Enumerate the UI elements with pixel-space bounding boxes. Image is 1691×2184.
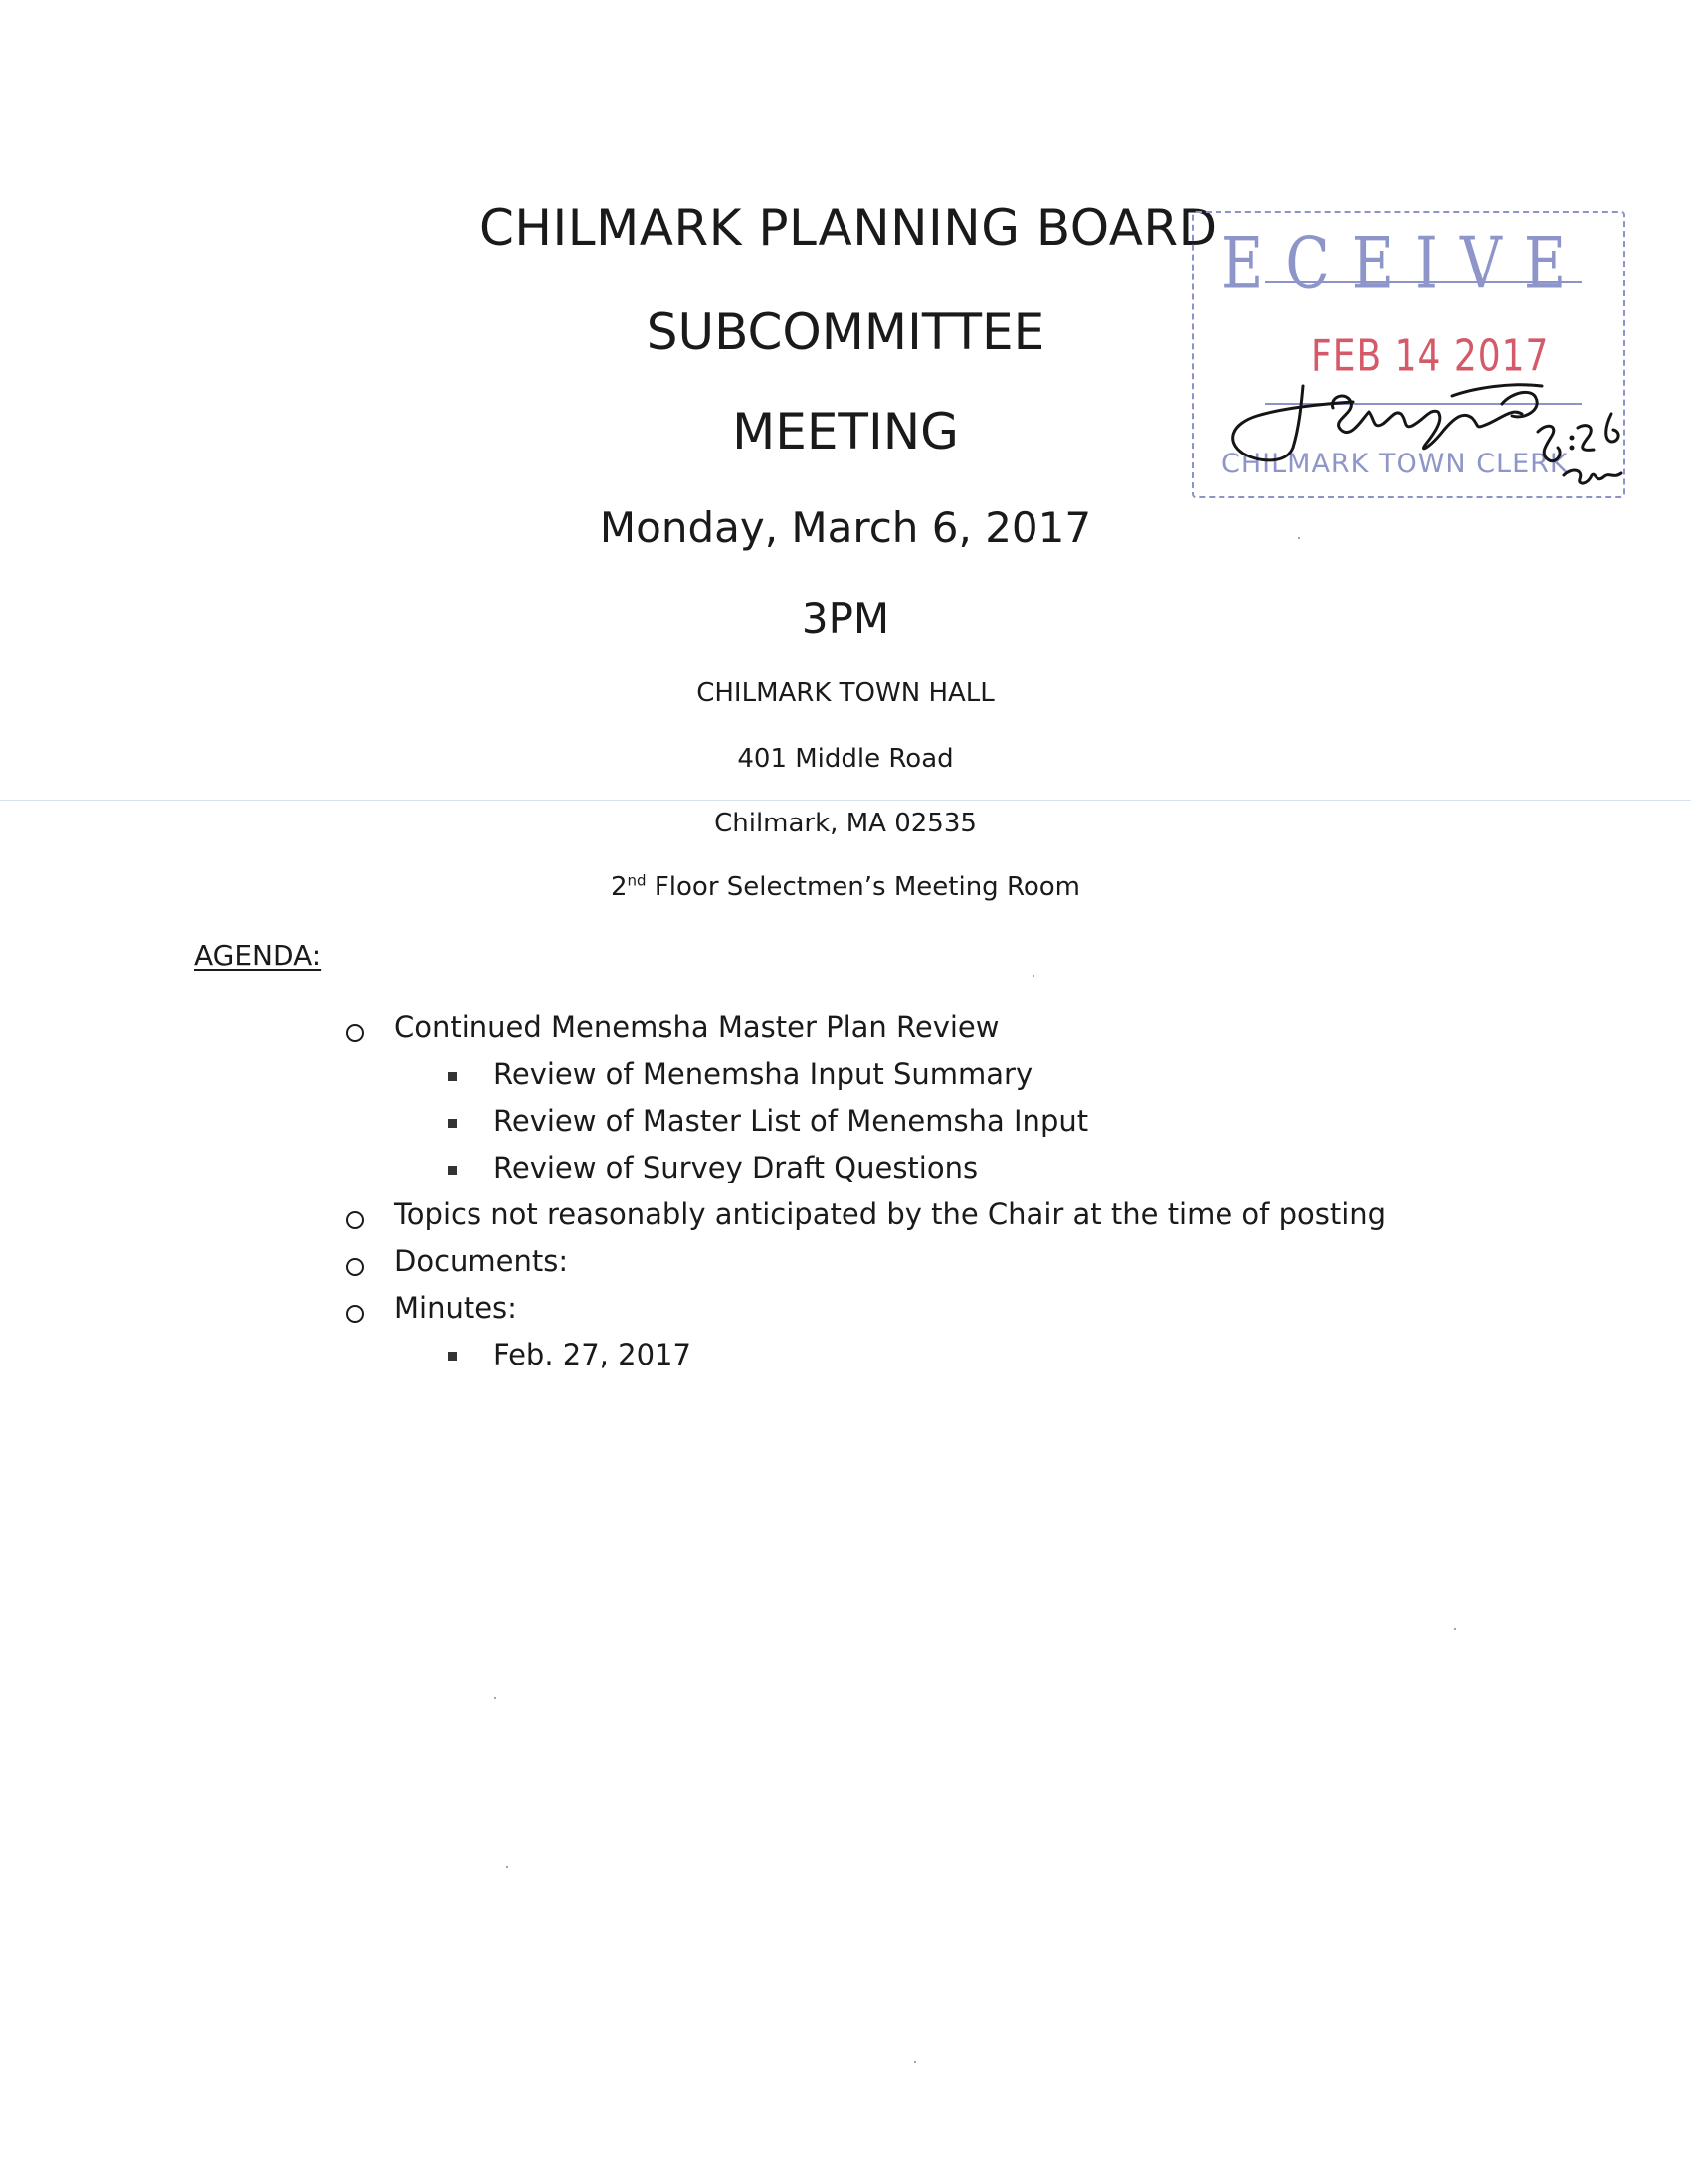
- received-stamp-heading: ECEIVE: [1221, 221, 1589, 305]
- scan-speck: [1033, 975, 1034, 977]
- meeting-date: Monday, March 6, 2017: [599, 503, 1092, 552]
- meeting-time: 3PM: [801, 594, 890, 642]
- agenda-subitem-master-list: Review of Master List of Menemsha Input: [493, 1104, 1089, 1138]
- hollow-circle-bullet-icon: [346, 1211, 364, 1229]
- agenda-item-minutes: Minutes:: [394, 1291, 517, 1325]
- venue-street: 401 Middle Road: [737, 744, 954, 774]
- venue-room: 2nd Floor Selectmen’s Meeting Room: [610, 871, 1080, 902]
- agenda-subitem-input-summary: Review of Menemsha Input Summary: [493, 1057, 1033, 1091]
- agenda-subitem-survey-draft: Review of Survey Draft Questions: [493, 1151, 979, 1184]
- scan-speck: [494, 1697, 496, 1699]
- square-bullet-icon: [448, 1072, 457, 1081]
- handwritten-signature: [1214, 368, 1631, 507]
- scan-speck: [1298, 537, 1300, 539]
- square-bullet-icon: [448, 1352, 457, 1361]
- agenda-item-documents: Documents:: [394, 1244, 569, 1278]
- square-bullet-icon: [448, 1166, 457, 1175]
- agenda-item-master-plan-review: Continued Menemsha Master Plan Review: [394, 1010, 1000, 1044]
- square-bullet-icon: [448, 1119, 457, 1128]
- title-line-3: MEETING: [732, 403, 959, 460]
- agenda-item-topics: Topics not reasonably anticipated by the Chair at the time of posting: [394, 1197, 1387, 1231]
- received-stamp-footer: CHILMARK TOWN CLERK: [1221, 449, 1569, 479]
- hollow-circle-bullet-icon: [346, 1305, 364, 1323]
- agenda-heading: AGENDA:: [194, 939, 322, 972]
- scan-speck: [914, 2061, 916, 2063]
- scan-artifact-line: [0, 800, 1691, 801]
- venue-name: CHILMARK TOWN HALL: [696, 678, 995, 708]
- title-line-2: SUBCOMMITTEE: [646, 303, 1045, 361]
- hollow-circle-bullet-icon: [346, 1024, 364, 1042]
- agenda-subitem-minutes-date: Feb. 27, 2017: [493, 1338, 691, 1371]
- scan-speck: [1454, 1628, 1456, 1630]
- document-page: CHILMARK PLANNING BOARD SUBCOMMITTEE MEETING Monday, March 6, 2017 3PM CHILMARK TOWN HALL 401 Middle Road Chilmark, MA 02535 2nd Floor Selectmen’s Meeting Room AGENDA: Continued Menemsha Master Plan Review Review of Menemsha Input Summary Review of Master List of Menemsha Input Review of Survey Draft Questions Topics not reasonably anticipated by the Chair at the time of posting Documents: Minutes: Feb. 27, 2017 ECEIVE FEB 14 2017 CHILMARK TOWN CLERK: [0, 0, 1691, 2184]
- scan-speck: [506, 1866, 508, 1868]
- received-stamp-date: FEB 14 2017: [1311, 331, 1550, 382]
- hollow-circle-bullet-icon: [346, 1258, 364, 1276]
- venue-city: Chilmark, MA 02535: [714, 809, 977, 838]
